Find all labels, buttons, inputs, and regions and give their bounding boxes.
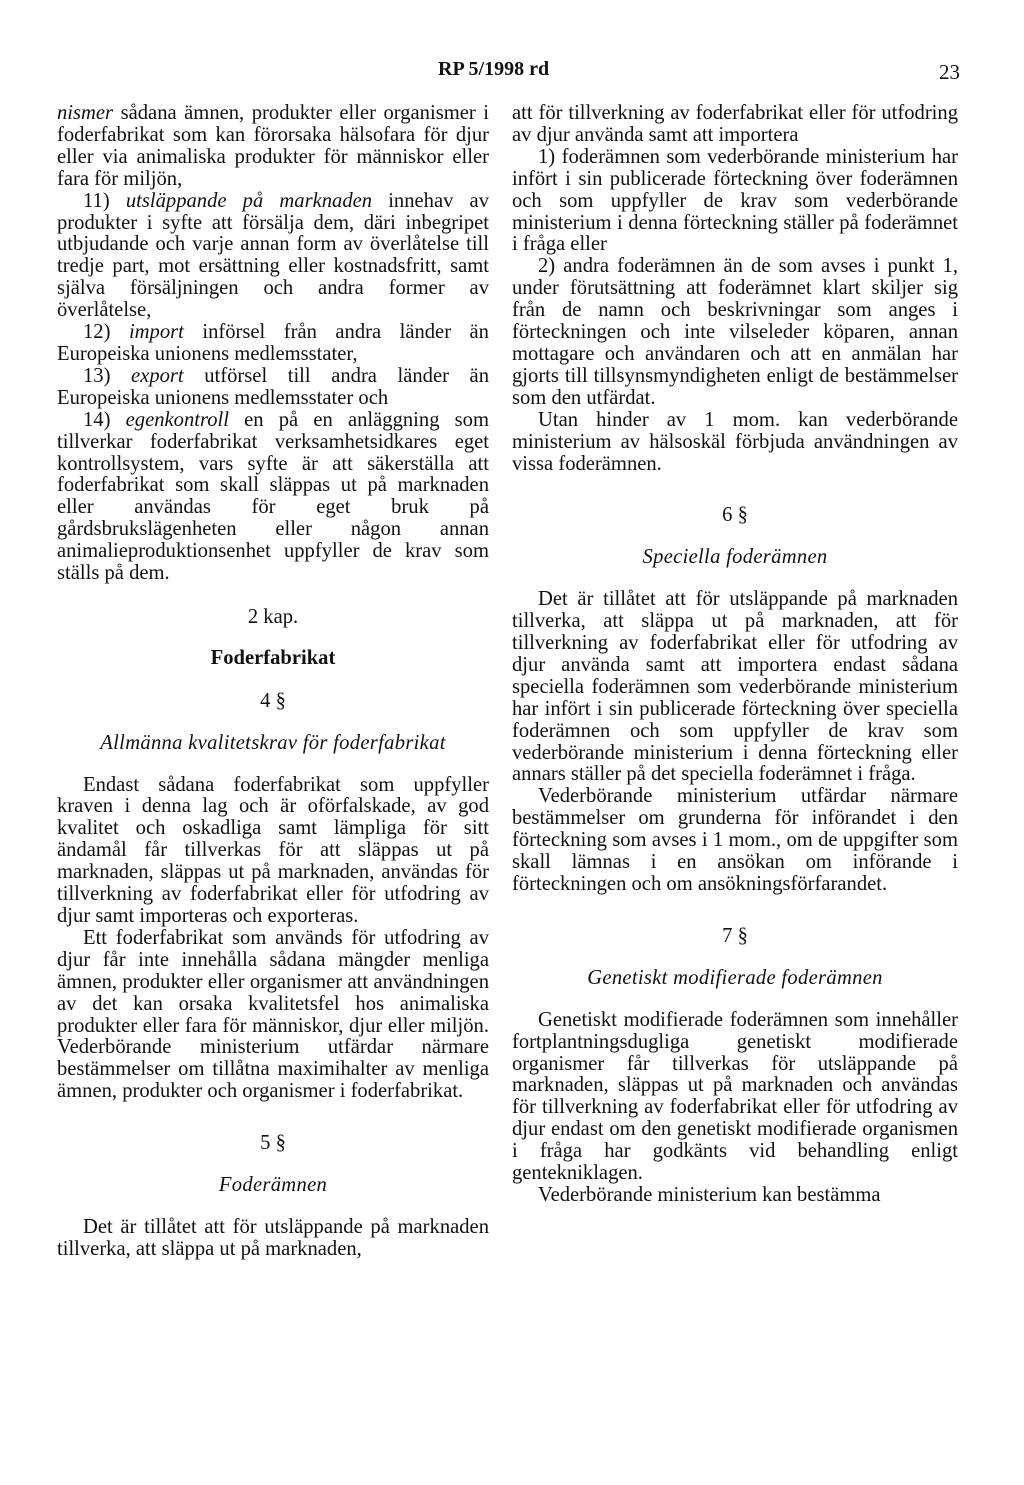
- section-6-number: 6 §: [722, 504, 748, 527]
- definition-text: innehav av produkter i syfte att försälja dem, däri inbegripet utbjudande och varje annan form av överlåtelse till tredje part, mot ersättning eller kostnadsfritt, samt själva försäljningen och andra former av överlåtelse,: [57, 189, 489, 322]
- section-4-paragraph-2: Ett foderfabrikat som används för utfodring av djur får inte innehålla sådana mängder menliga ämnen, produkter eller organismer att användningen av det kan orsaka kvalitetsfel hos animaliska produkter eller fara för människor, djur eller miljön. Vederbörande ministerium utfärdar närmare bestämmelser om tillåtna maximihalter av menliga ämnen, produkter och organismer i foderfabrikat.: [57, 926, 489, 1103]
- definition-13: [57, 366, 489, 410]
- section-5-item-1: 1) foderämnen som vederbörande ministerium har infört i sin publicerade förteckning över foderämnen och som uppfyller de krav som vederbörande ministerium i denna förteckning ställer på foderämnet i fråga eller: [512, 145, 958, 256]
- left-column: [57, 103, 489, 1261]
- section-5-title: Foderämnen: [218, 1174, 328, 1197]
- section-6-title: Speciella foderämnen: [642, 546, 828, 569]
- section-4-number: 4 §: [260, 689, 286, 712]
- item-number: 13): [83, 364, 132, 387]
- chapter-number: 2 kap.: [247, 605, 299, 628]
- section-7-number: 7 §: [722, 924, 748, 947]
- section-5-item-2: 2) andra foderämnen än de som avses i punkt 1, under förutsättning att foderämnet klart skiljer sig från de namn och beskrivningar som anges i förteckningen och inte vilseleder köparen, annan mottagare och användaren och att en anmälan har gjorts till tillsynsmyndigheten enligt de bestämmelser som den utfärdat.: [512, 255, 958, 409]
- section-7-paragraph-2: Vederbörande ministerium kan bestämma: [538, 1183, 881, 1206]
- definition-text: sådana ämnen, produkter eller organismer i foderfabrikat som kan förorsaka hälsofara för djur eller via animaliska produkter för människor eller fara för miljön,: [57, 102, 489, 190]
- section-4-paragraph-1: Endast sådana foderfabrikat som uppfyller kraven i denna lag och är oförfalskade, av god kvalitet och oskadliga samt lämpliga för sitt ändamål får tillverkas för att släppas ut på marknaden, släppas ut på marknaden, användas för tillverkning av foderfabrikat eller för utfodring av djur samt importeras och exporteras.: [57, 773, 489, 927]
- term: utsläppande på marknaden: [125, 189, 373, 212]
- page-number: 23: [939, 60, 960, 84]
- section-5-number: 5 §: [260, 1132, 286, 1155]
- definition-14: [57, 410, 489, 585]
- section-7-paragraph-1: Genetiskt modifierade foderämnen som innehåller fortplantningsdugliga genetiskt modifierade organismer får tillverkas för utsläppande på marknaden, släppas ut på marknaden och användas för tillverkning av foderfabrikat eller för utfodring av djur endast om den genetiskt modifierade organismen i fråga har godkänts vid behandling enligt gentekniklagen.: [512, 1008, 958, 1185]
- section-5-paragraph-1: Det är tillåtet att för utsläppande på marknaden tillverka, att släppa ut på marknaden,: [57, 1215, 489, 1260]
- definition-12: [57, 322, 489, 366]
- item-number: 14): [83, 408, 126, 431]
- term: nismer: [57, 102, 114, 124]
- definition-text: en på en anläggning som tillverkar foderfabrikat verksamhetsidkares eget kontrollsystem, vars syfte är att säkerställa att foderfabrikat som skall släppas ut på marknaden eller användas för eget bruk på gårdsbrukslägenheten eller någon annan animalieproduktionsenhet uppfyller de krav som ställs på dem.: [57, 408, 490, 585]
- page-header: [0, 58, 1024, 84]
- term: egenkontroll: [125, 408, 229, 431]
- definition-11: [57, 191, 489, 322]
- item-number: 12): [83, 321, 129, 344]
- running-head: RP 5/1998 rd: [438, 58, 550, 80]
- section-7-title: Genetiskt modifierade foderämnen: [587, 966, 883, 989]
- section-4-title: Allmänna kvalitetskrav för foderfabrikat: [100, 731, 446, 754]
- section-6-paragraph-2: Vederbörande ministerium utfärdar närmare bestämmelser om grunderna för införandet i den förteckning som avses i 1 mom., om de uppgifter som skall lämnas i en ansökan om införande i förteckningen och om ansökningsförfarandet.: [512, 785, 958, 895]
- section-5-paragraph-1-continued: att för tillverkning av foderfabrikat eller för utfodring av djur använda samt att importera: [512, 102, 958, 146]
- item-number: 11): [83, 189, 126, 212]
- section-5-paragraph-2: Utan hinder av 1 mom. kan vederbörande ministerium av hälsoskäl förbjuda användningen av vissa foderämnen.: [512, 408, 958, 475]
- right-column: [512, 103, 958, 1207]
- definition-10-continued: [57, 103, 489, 191]
- chapter-title: Foderfabrikat: [210, 646, 336, 669]
- term: export: [131, 364, 184, 387]
- section-6-paragraph-1: Det är tillåtet att för utsläppande på marknaden tillverka, att släppa ut på marknaden, att för tillverkning av foderfabrikat eller för utfodring av djur använda samt att importera endast sådana speciella foderämnen som vederbörande ministerium har infört i sin publicerade förteckning över speciella foderämnen och som uppfyller de krav som vederbörande ministerium i denna förteckning eller annars ställer på det speciella foderämnet i fråga.: [512, 588, 958, 786]
- term: import: [128, 321, 184, 344]
- definition-text: utförsel till andra länder än Europeiska unionens medlemsstater och: [57, 364, 489, 409]
- definition-text: införsel från andra länder än Europeiska unionens medlemsstater,: [57, 321, 489, 365]
